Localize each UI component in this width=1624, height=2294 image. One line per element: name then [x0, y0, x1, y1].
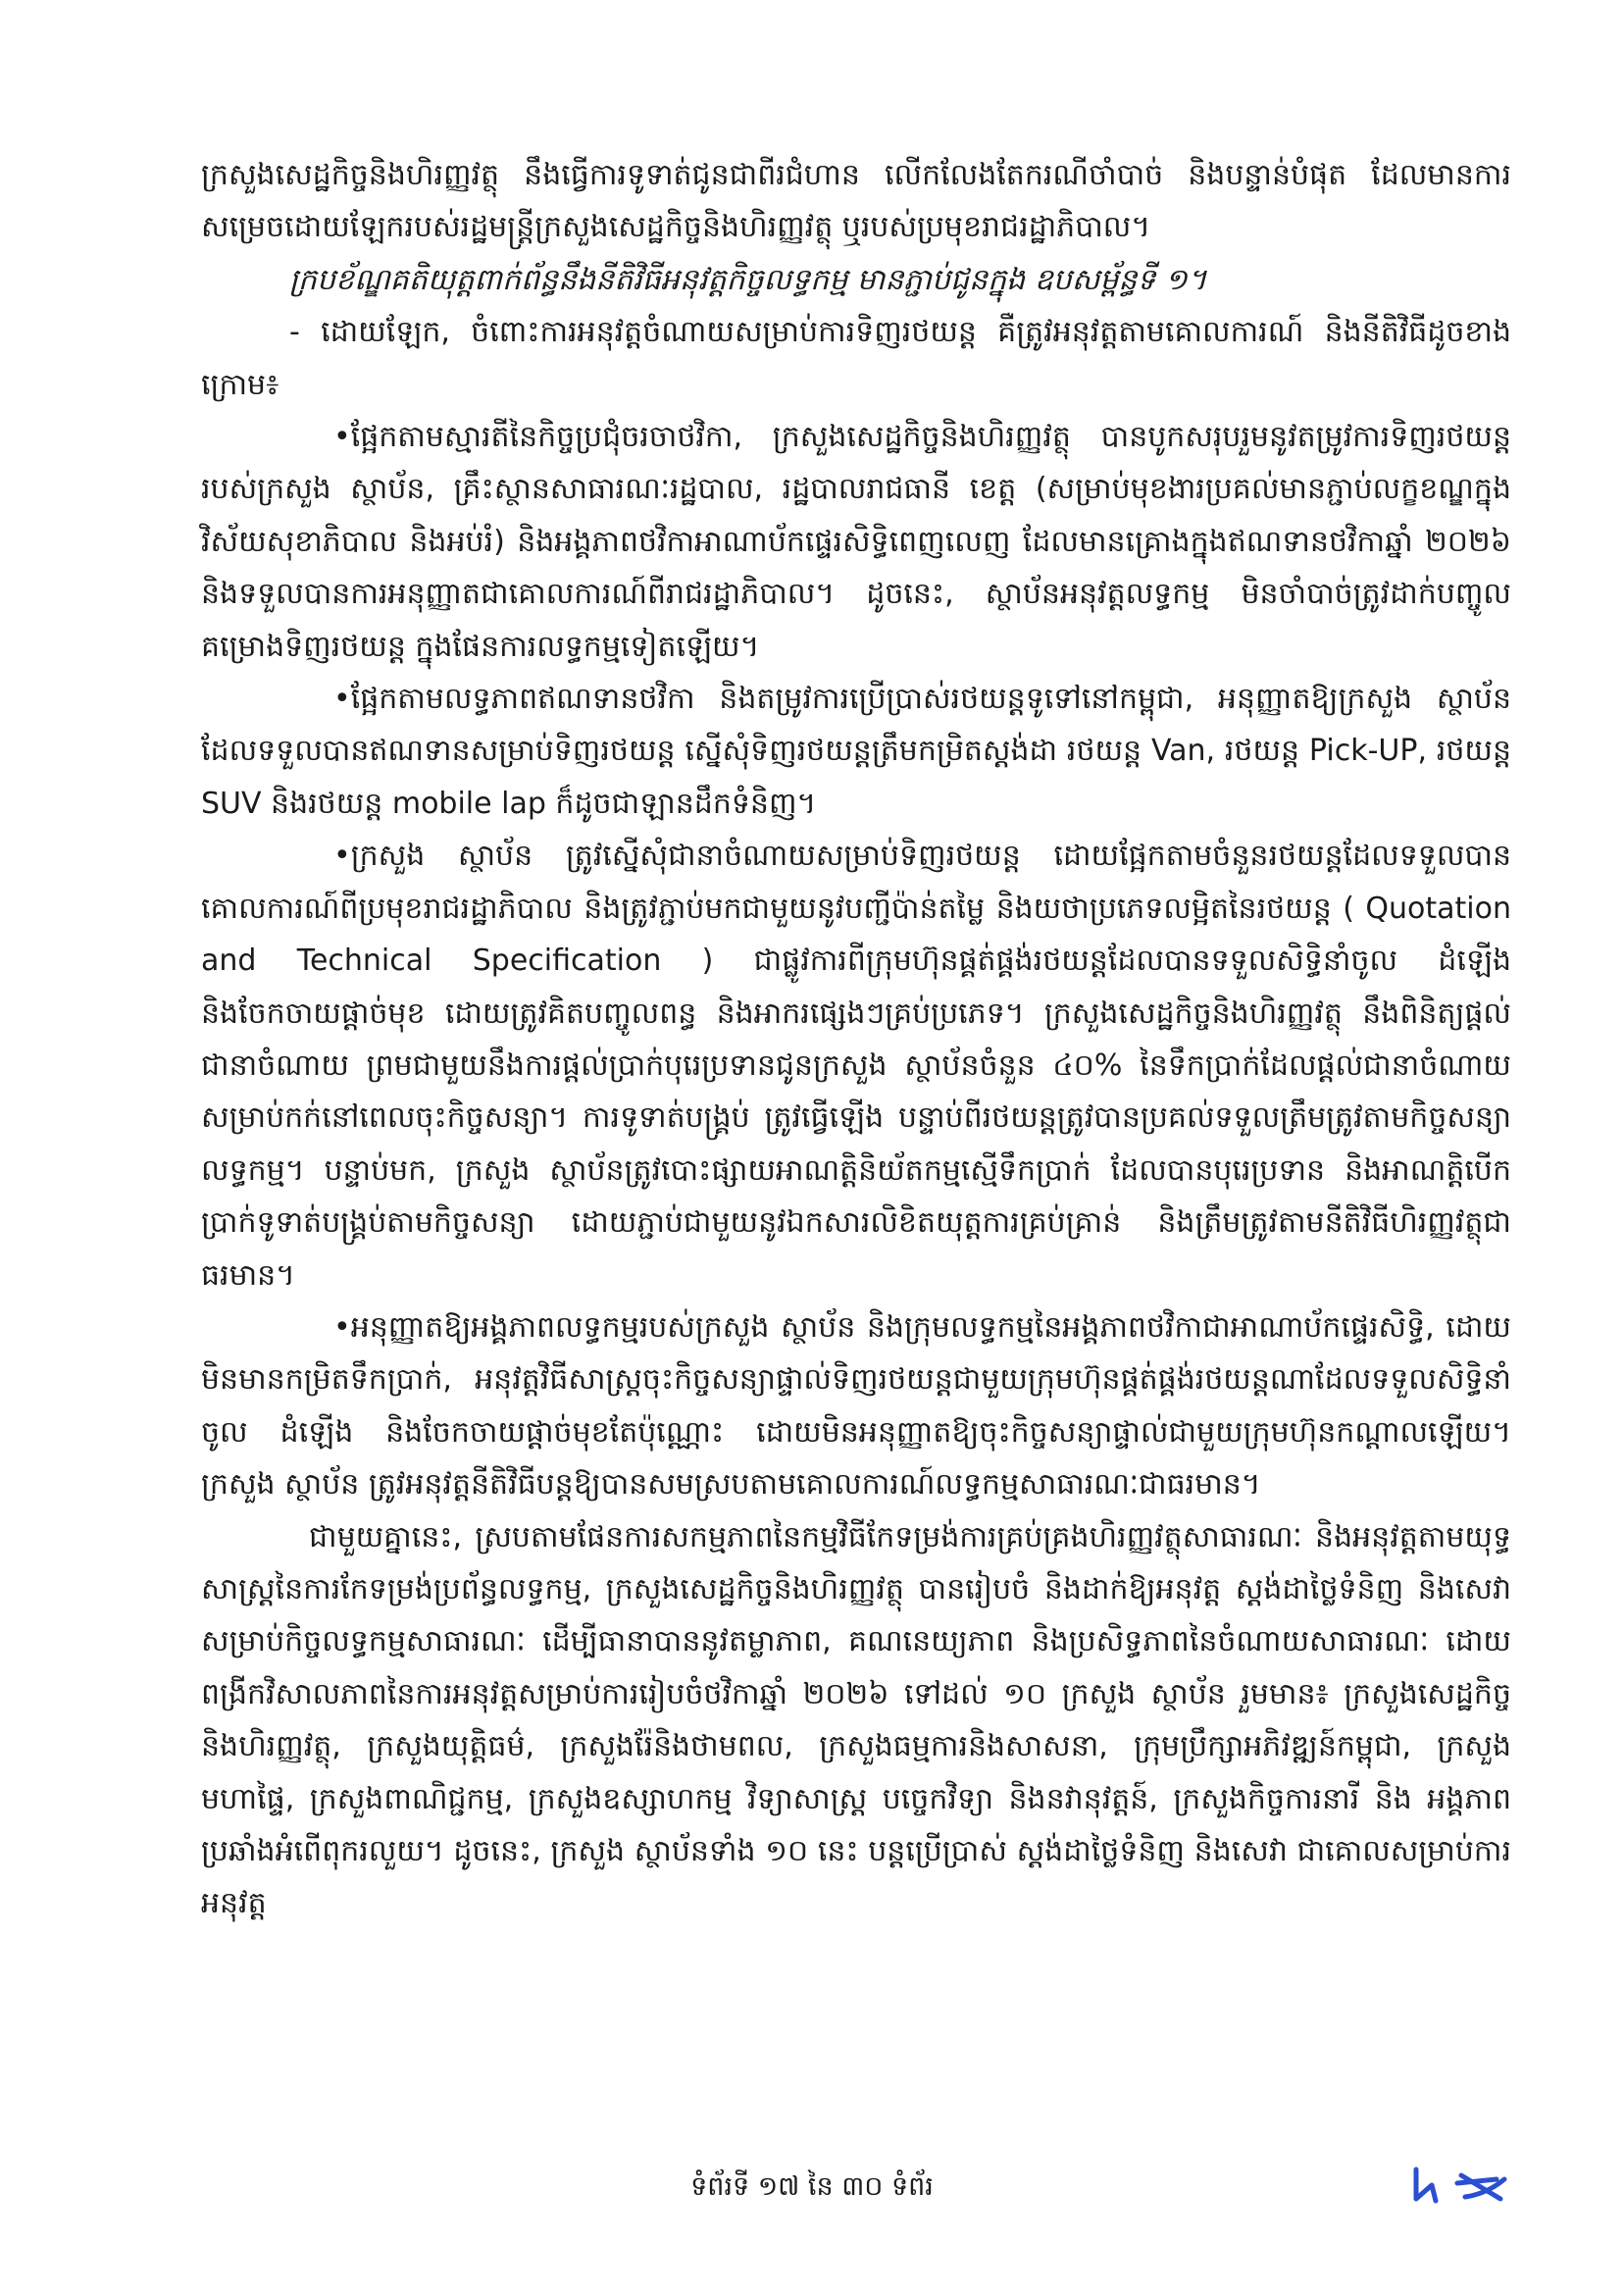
- paragraph-payment-steps: ក្រសួងសេដ្ឋកិច្ចនិងហិរញ្ញវត្ថុ នឹងធ្វើការទូទាត់ជូនជាពីរជំហាន លើកលែងតែករណីចាំបាច់ និងបន្ទាន់បំផុត ដែលមានការសម្រេចដោយឡែករបស់រដ្ឋមន្ត្រីក្រសួងសេដ្ឋកិច្ចនិងហិរញ្ញវត្ថុ ឬរបស់ប្រមុខរាជរដ្ឋាភិបាល។: [201, 158, 1511, 245]
- bullet-item-vehicle-types: •ផ្អែកតាមលទ្ធភាពឥណទានថវិកា និងតម្រូវការប្រើប្រាស់រថយន្តទូទៅនៅកម្ពុជា, អនុញ្ញាតឱ្យក្រសួង ស្ថាប័នដែលទទួលបានឥណទានសម្រាប់ទិញរថយន្ត ស្នើសុំទិញរថយន្តត្រឹមកម្រិតស្តង់ដា រថយន្ត Van, រថយន្ត Pick-UP, រថយន្ត SUV និងរថយន្ត mobile lap ក៏ដូចជាឡានដឹកទំនិញ។: [201, 682, 1511, 821]
- paragraph-legal-framework: ក្របខ័ណ្ឌគតិយុត្តពាក់ព័ន្ធនឹងនីតិវិធីអនុវត្តកិច្ចលទ្ធកម្ម មានភ្ជាប់ជូនក្នុង ឧបសម្ព័ន្ធទី ១។: [289, 262, 1207, 297]
- initials-signature-icon: [1402, 2156, 1540, 2215]
- handwritten-initials: [1402, 2156, 1540, 2215]
- bullet-item-direct-contract: •អនុញ្ញាតឱ្យអង្គភាពលទ្ធកម្មរបស់ក្រសួង ស្ថាប័ន និងក្រុមលទ្ធកម្មនៃអង្គភាពថវិកាជាអាណាប័កផ្ទេរសិទ្ធិ, ដោយមិនមានកម្រិតទឹកប្រាក់, អនុវត្តវិធីសាស្ត្រចុះកិច្ចសន្យាផ្ទាល់ទិញរថយន្តជាមួយក្រុមហ៊ុនផ្គត់ផ្គង់រថយន្តណាដែលទទួលសិទ្ធិនាំចូល ដំឡើង និងចែកចាយផ្តាច់មុខតែប៉ុណ្ណោះ ដោយមិនអនុញ្ញាតឱ្យចុះកិច្ចសន្យាផ្ទាល់ជាមួយក្រុមហ៊ុនកណ្តាលឡើយ។ ក្រសួង ស្ថាប័ន ត្រូវអនុវត្តនីតិវិធីបន្តឱ្យបានសមស្របតាមគោលការណ៍លទ្ធកម្មសាធារណៈជាធរមាន។: [201, 1309, 1511, 1503]
- page-number-footer: ទំព័រទី ១៧ នៃ ៣០ ទំព័រ: [690, 2171, 934, 2202]
- paragraph-vehicle-purchase: - ដោយឡែក, ចំពោះការអនុវត្តចំណាយសម្រាប់ការទិញរថយន្ត គឺត្រូវអនុវត្តតាមគោលការណ៍ និងនីតិវិធីដូចខាងក្រោម៖: [201, 315, 1511, 402]
- body-text: [201, 149, 1511, 1930]
- paragraph-price-standards: ជាមួយគ្នានេះ, ស្របតាមផែនការសកម្មភាពនៃកម្មវិធីកែទម្រង់ការគ្រប់គ្រងហិរញ្ញវត្ថុសាធារណៈ និងអនុវត្តតាមយុទ្ធសាស្ត្រនៃការកែទម្រង់ប្រព័ន្ធលទ្ធកម្ម, ក្រសួងសេដ្ឋកិច្ចនិងហិរញ្ញវត្ថុ បានរៀបចំ និងដាក់ឱ្យអនុវត្ត ស្តង់ដាថ្លៃទំនិញ និងសេវា សម្រាប់កិច្ចលទ្ធកម្មសាធារណៈ ដើម្បីធានាបាននូវតម្លាភាព, គណនេយ្យភាព និងប្រសិទ្ធភាពនៃចំណាយសាធារណៈ ដោយពង្រីកវិសាលភាពនៃការអនុវត្តសម្រាប់ការរៀបចំថវិកាឆ្នាំ ២០២៦ ទៅដល់ ១០ ក្រសួង ស្ថាប័ន រួមមាន៖ ក្រសួងសេដ្ឋកិច្ចនិងហិរញ្ញវត្ថុ, ក្រសួងយុត្តិធម៌, ក្រសួងរ៉ែនិងថាមពល, ក្រសួងធម្មការនិងសាសនា, ក្រុមប្រឹក្សាអភិវឌ្ឍន៍កម្ពុជា, ក្រសួងមហាផ្ទៃ, ក្រសួងពាណិជ្ជកម្ម, ក្រសួងឧស្សាហកម្ម វិទ្យាសាស្ត្រ បច្ចេកវិទ្យា និងនវានុវត្តន៍, ក្រសួងកិច្ចការនារី និង អង្គភាពប្រឆាំងអំពើពុករលួយ។ ដូចនេះ, ក្រសួង ស្ថាប័នទាំង ១០ នេះ បន្តប្រើប្រាស់ ស្តង់ដាថ្លៃទំនិញ និងសេវា ជាគោលសម្រាប់ការអនុវត្ត: [201, 1519, 1511, 1921]
- bullet-item-spending-request: •ក្រសួង ស្ថាប័ន ត្រូវស្នើសុំជានាចំណាយសម្រាប់ទិញរថយន្ត ដោយផ្អែកតាមចំនួនរថយន្តដែលទទួលបានគោលការណ៍ពីប្រមុខរាជរដ្ឋាភិបាល និងត្រូវភ្ជាប់មកជាមួយនូវបញ្ជីប៉ាន់តម្លៃ និងយថាប្រភេទលម្អិតនៃរថយន្ត ( Quotation and Technical Specification ) ជាផ្លូវការពីក្រុមហ៊ុនផ្គត់ផ្គង់រថយន្តដែលបានទទួលសិទ្ធិនាំចូល ដំឡើង និងចែកចាយផ្តាច់មុខ ដោយត្រូវគិតបញ្ចូលពន្ធ និងអាករផ្សេងៗគ្រប់ប្រភេទ។ ក្រសួងសេដ្ឋកិច្ចនិងហិរញ្ញវត្ថុ នឹងពិនិត្យផ្តល់ជានាចំណាយ ព្រមជាមួយនឹងការផ្តល់ប្រាក់បុរេប្រទានជូនក្រសួង ស្ថាប័នចំនួន ៤០% នៃទឹកប្រាក់ដែលផ្តល់ជានាចំណាយសម្រាប់កក់នៅពេលចុះកិច្ចសន្យា។ ការទូទាត់បង្គ្រប់ ត្រូវធ្វើឡើង បន្ទាប់ពីរថយន្តត្រូវបានប្រគល់ទទួលត្រឹមត្រូវតាមកិច្ចសន្យាលទ្ធកម្ម។ បន្ទាប់មក, ក្រសួង ស្ថាប័នត្រូវបោះផ្សាយអាណត្តិនិយ័តកម្មស្មើទឹកប្រាក់ ដែលបានបុរេប្រទាន និងអាណត្តិបើកប្រាក់ទូទាត់បង្គ្រប់តាមកិច្ចសន្យា ដោយភ្ជាប់ជាមួយនូវឯកសារលិខិតយុត្តការគ្រប់គ្រាន់ និងត្រឹមត្រូវតាមនីតិវិធីហិរញ្ញវត្ថុជាធរមាន។: [201, 839, 1511, 1293]
- bullet-item-budget-negotiation: •ផ្អែកតាមស្មារតីនៃកិច្ចប្រជុំចរចាថវិកា, ក្រសួងសេដ្ឋកិច្ចនិងហិរញ្ញវត្ថុ បានបូកសរុបរួមនូវតម្រូវការទិញរថយន្តរបស់ក្រសួង ស្ថាប័ន, គ្រឹះស្ថានសាធារណៈរដ្ឋបាល, រដ្ឋបាលរាជធានី ខេត្ត (សម្រាប់មុខងារប្រគល់មានភ្ជាប់លក្ខខណ្ឌក្នុងវិស័យសុខាភិបាល និងអប់រំ) និងអង្គភាពថវិកាអាណាប័កផ្ទេរសិទ្ធិពេញលេញ ដែលមានគ្រោងក្នុងឥណទានថវិកាឆ្នាំ ២០២៦ និងទទួលបានការអនុញ្ញាតជាគោលការណ៍ពីរាជរដ្ឋាភិបាល។ ដូចនេះ, ស្ថាប័នអនុវត្តលទ្ធកម្ម មិនចាំបាច់ត្រូវដាក់បញ្ចូលគម្រោងទិញរថយន្ត ក្នុងផែនការលទ្ធកម្មទៀតឡើយ។: [201, 420, 1511, 664]
